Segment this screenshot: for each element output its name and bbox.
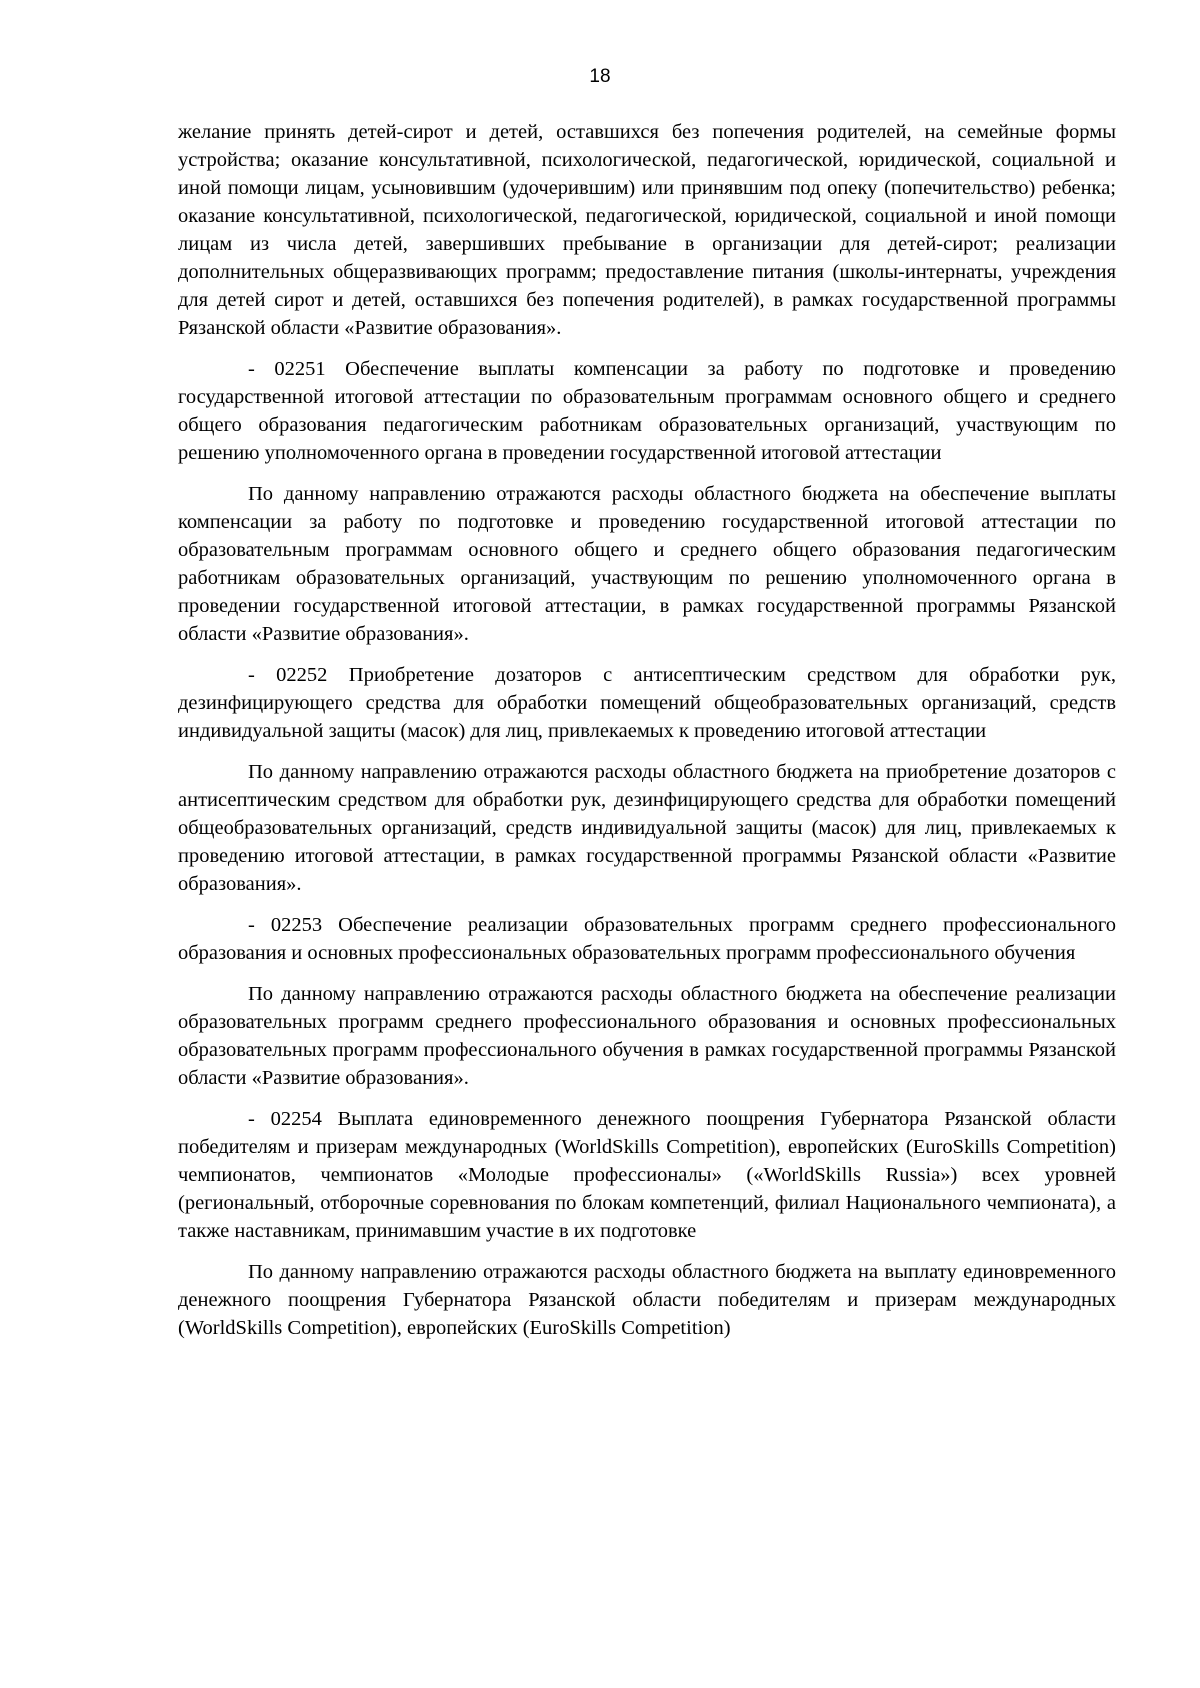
document-body — [178, 118, 1116, 1355]
paragraph-code-02253: - 02253 Обеспечение реализации образовательных программ среднего профессионального образования и основных профессиональных образовательных программ профессионального обучения — [178, 914, 1116, 964]
paragraph-code-02254: - 02254 Выплата единовременного денежного поощрения Губернатора Рязанской области победителям и призерам международных (WorldSkills Competition), европейских (EuroSkills Competition) чемпионатов, чемпионатов «Молодые профессионалы» («WorldSkills Russia») всех уровней (региональный, отборочные соревнования по блокам компетенций, филиал Национального чемпионата), а также наставникам, принимавшим участие в их подготовке — [178, 1108, 1116, 1242]
page-number: 18 — [589, 66, 611, 87]
paragraph-continuation: желание принять детей-сирот и детей, оставшихся без попечения родителей, на семейные формы устройства; оказание консультативной, психологической, педагогической, юридической, социальной и иной помощи лицам, усыновившим (удочерившим) или принявшим под опеку (попечительство) ребенка; оказание консультативной, психологической, педагогической, юридической, социальной и иной помощи лицам из числа детей, завершивших пребывание в организации для детей-сирот; реализации дополнительных общеразвивающих программ; предоставление питания (школы-интернаты, учреждения для детей сирот и детей, оставшихся без попечения родителей), в рамках государственной программы Рязанской области «Развитие образования». — [178, 121, 1116, 339]
paragraph-description-02252: По данному направлению отражаются расходы областного бюджета на приобретение дозаторов с антисептическим средством для обработки рук, дезинфицирующего средства для обработки помещений общеобразовательных организаций, средств индивидуальной защиты (масок) для лиц, привлекаемых к проведению итоговой аттестации, в рамках государственной программы Рязанской области «Развитие образования». — [178, 761, 1116, 895]
paragraph-code-02252: - 02252 Приобретение дозаторов с антисептическим средством для обработки рук, дезинфицирующего средства для обработки помещений общеобразовательных организаций, средств индивидуальной защиты (масок) для лиц, привлекаемых к проведению итоговой аттестации — [178, 664, 1116, 742]
paragraph-description-02254: По данному направлению отражаются расходы областного бюджета на выплату единовременного денежного поощрения Губернатора Рязанской области победителям и призерам международных (WorldSkills Competition), европейских (EuroSkills Competition) — [178, 1261, 1116, 1339]
paragraph-code-02251: - 02251 Обеспечение выплаты компенсации за работу по подготовке и проведению государственной итоговой аттестации по образовательным программам основного общего и среднего общего образования педагогическим работникам образовательных организаций, участвующим по решению уполномоченного органа в проведении государственной итоговой аттестации — [178, 358, 1116, 464]
paragraph-description-02251: По данному направлению отражаются расходы областного бюджета на обеспечение выплаты компенсации за работу по подготовке и проведению государственной итоговой аттестации по образовательным программам основного общего и среднего общего образования педагогическим работникам образовательных организаций, участвующим по решению уполномоченного органа в проведении государственной итоговой аттестации, в рамках государственной программы Рязанской области «Развитие образования». — [178, 483, 1116, 645]
paragraph-description-02253: По данному направлению отражаются расходы областного бюджета на обеспечение реализации образовательных программ среднего профессионального образования и основных профессиональных образовательных программ профессионального обучения в рамках государственной программы Рязанской области «Развитие образования». — [178, 983, 1116, 1089]
